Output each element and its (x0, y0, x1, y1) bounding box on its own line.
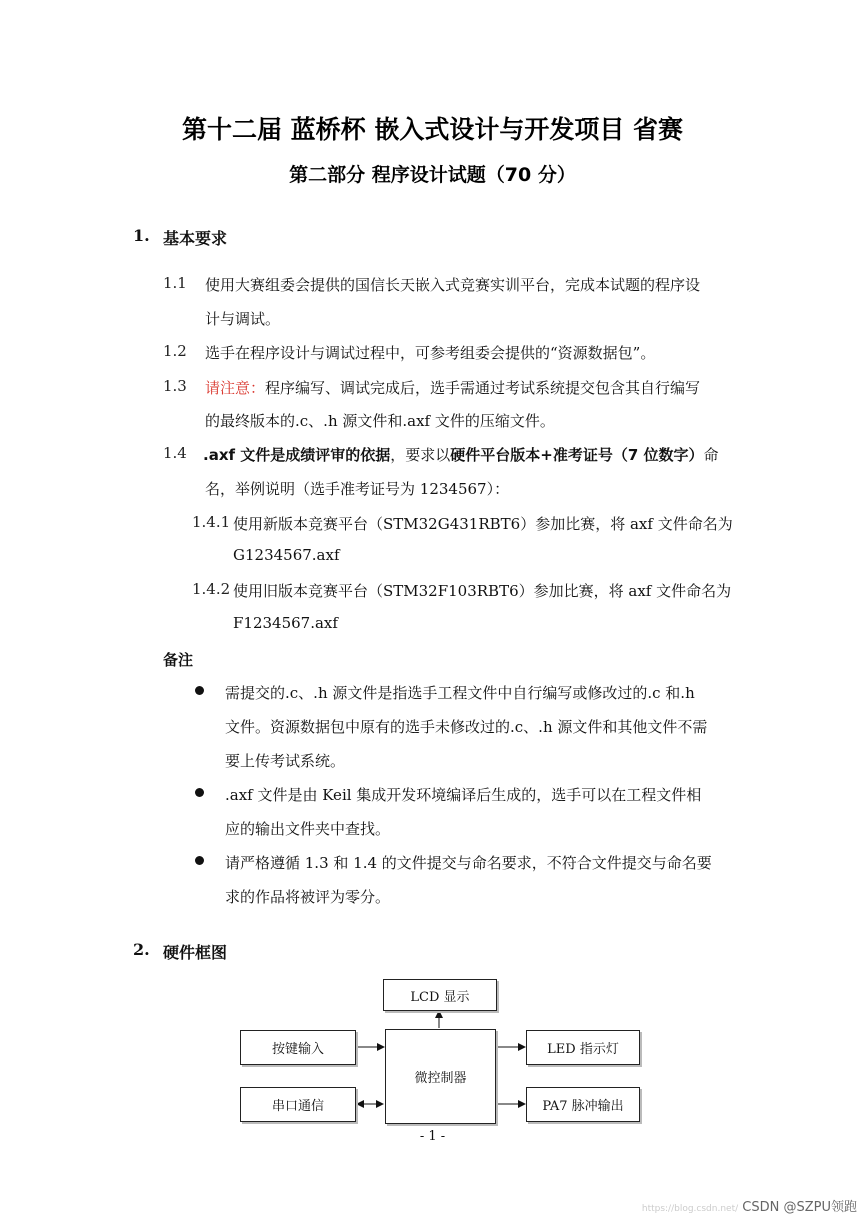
block-uart: 串口通信 (240, 1087, 356, 1122)
note-3-line-2: 求的作品将被评为零分。 (225, 888, 391, 906)
note-2-line-2: 应的输出文件夹中查找。 (225, 820, 391, 838)
section-1-heading: 基本要求 (163, 229, 228, 248)
item-1-4-text: .axf 文件是成绩评审的依据，要求以硬件平台版本+准考证号（7 位数字）命 (203, 446, 719, 464)
note-1-line-1: 需提交的.c、.h 源文件是指选手工程文件中自行编写或修改过的.c 和.h (225, 684, 695, 702)
bullet-icon (195, 856, 204, 865)
section-2-number: 2. (133, 940, 150, 959)
document-subtitle: 第二部分 程序设计试题（70 分） (289, 164, 576, 186)
section-2-heading: 硬件框图 (163, 943, 228, 962)
bullet-icon (195, 788, 204, 797)
item-1-4-text-cont: 名，举例说明（选手准考证号为 1234567）： (205, 480, 510, 498)
note-2-line-1: .axf 文件是由 Keil 集成开发环境编译后生成的，选手可以在工程文件相 (225, 786, 702, 804)
bullet-icon (195, 686, 204, 695)
block-lcd-display: LCD 显示 (383, 979, 497, 1011)
notes-heading: 备注 (163, 651, 194, 669)
note-1-line-3: 要上传考试系统。 (225, 752, 346, 770)
document-title: 第十二届 蓝桥杯 嵌入式设计与开发项目 省赛 (181, 115, 684, 144)
item-1-4-1-text: 使用新版本竞赛平台（STM32G431RBT6）参加比赛，将 axf 文件命名为 (233, 515, 733, 533)
block-key-input: 按键输入 (240, 1030, 356, 1065)
item-1-3-number: 1.3 (163, 377, 187, 395)
section-1-number: 1. (133, 226, 150, 245)
item-1-4-2-filename: F1234567.axf (233, 614, 338, 632)
item-1-4-1-number: 1.4.1 (192, 513, 231, 531)
block-led-indicator: LED 指示灯 (526, 1030, 640, 1065)
item-1-4-2-text: 使用旧版本竞赛平台（STM32F103RBT6）参加比赛，将 axf 文件命名为 (233, 582, 732, 600)
block-microcontroller: 微控制器 (385, 1029, 496, 1124)
attention-label: 请注意： (205, 379, 266, 397)
page-number: - 1 - (419, 1129, 446, 1144)
csdn-watermark: https://blog.csdn.net/ CSDN @SZPU领跑 (641, 1200, 857, 1215)
block-pa7-pulse-output: PA7 脉冲输出 (526, 1087, 640, 1122)
item-1-1-number: 1.1 (163, 274, 187, 292)
item-1-4-number: 1.4 (163, 444, 187, 462)
note-1-line-2: 文件。资源数据包中原有的选手未修改过的.c、.h 源文件和其他文件不需 (225, 718, 708, 736)
item-1-3-text-cont: 的最终版本的.c、.h 源文件和.axf 文件的压缩文件。 (205, 412, 555, 430)
item-1-2-number: 1.2 (163, 342, 187, 360)
item-1-3-text: 请注意：程序编写、调试完成后，选手需通过考试系统提交包含其自行编写 (205, 379, 701, 397)
item-1-4-1-filename: G1234567.axf (233, 546, 340, 564)
note-3-line-1: 请严格遵循 1.3 和 1.4 的文件提交与命名要求，不符合文件提交与命名要 (225, 854, 712, 872)
item-1-4-2-number: 1.4.2 (192, 580, 231, 598)
item-1-1-text-cont: 计与调试。 (205, 310, 281, 328)
item-1-2-text: 选手在程序设计与调试过程中，可参考组委会提供的“资源数据包”。 (205, 344, 656, 362)
item-1-1-text: 使用大赛组委会提供的国信长天嵌入式竞赛实训平台，完成本试题的程序设 (205, 276, 701, 294)
